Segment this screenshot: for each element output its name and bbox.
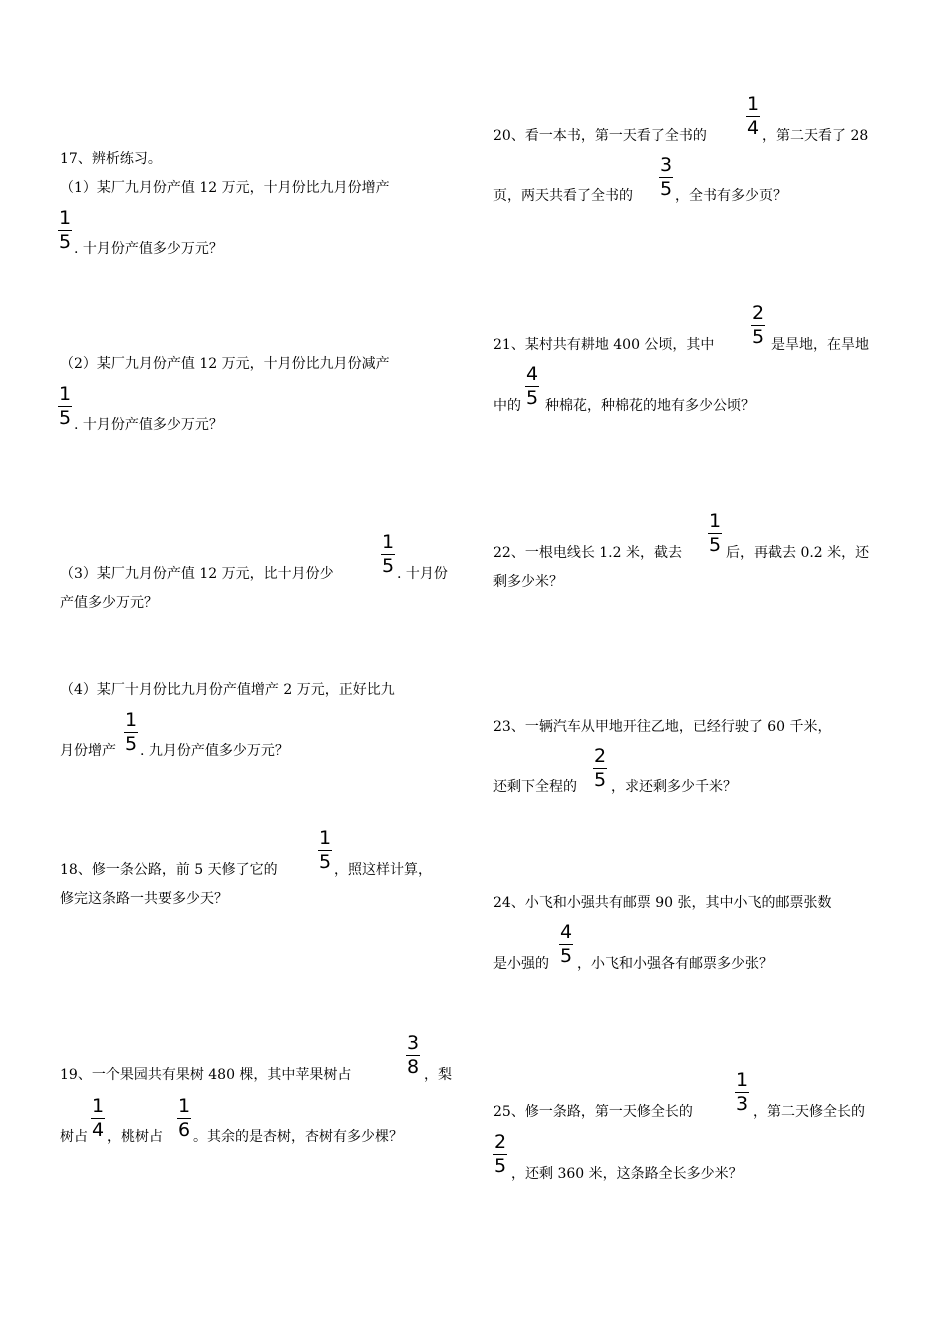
q25-line1-end: ，第二天修全长的	[753, 1104, 865, 1120]
q20-line2: 页，两天共看了全书的	[493, 188, 633, 204]
q18-line1-end: ，照这样计算，	[334, 862, 432, 878]
numerator: 1	[177, 1095, 191, 1117]
q21-line2: 中的	[493, 398, 521, 414]
q21-line1: 21、某村共有耕地 400 公顷，其中	[493, 337, 715, 353]
denominator: 5	[525, 387, 539, 409]
q23-line2: 还剩下全程的	[493, 779, 577, 795]
q17-4-line2-end: . 九月份产值多少万元？	[140, 743, 289, 759]
q23-line2-end: ，求还剩多少千米？	[611, 779, 737, 795]
q18-line2: 修完这条路一共要多少天？	[60, 891, 228, 907]
q24-line1: 24、小飞和小强共有邮票 90 张，其中小飞的邮票张数	[493, 895, 832, 911]
q22-line1-end: 后，再截去 0.2 米，还	[726, 545, 870, 561]
q17-4-line2: 月份增产	[60, 743, 116, 759]
q19-line2-c: 。其余的是杏树，杏树有多少棵？	[193, 1129, 403, 1145]
denominator: 5	[58, 231, 72, 253]
q20-line2-end: ，全书有多少页？	[675, 188, 787, 204]
numerator: 1	[735, 1069, 749, 1091]
q19-line1-end: ，梨	[424, 1067, 452, 1083]
numerator: 1	[58, 383, 72, 405]
numerator: 1	[91, 1095, 105, 1117]
numerator: 2	[593, 745, 607, 767]
denominator: 6	[177, 1119, 191, 1141]
fraction-23	[593, 746, 607, 791]
numerator: 1	[124, 709, 138, 731]
fraction-25-a	[735, 1070, 749, 1115]
fraction-24	[559, 922, 573, 967]
q20-line1-end: ，第二天看了 28	[762, 128, 869, 144]
q18-line1: 18、修一条公路，前 5 天修了它的	[60, 862, 278, 878]
denominator: 5	[58, 407, 72, 429]
numerator: 3	[406, 1032, 420, 1054]
q17-4-line1: （4）某厂十月份比九月份产值增产 2 万元，正好比九	[60, 682, 395, 698]
q20-line1: 20、看一本书，第一天看了全书的	[493, 128, 707, 144]
denominator: 5	[559, 945, 573, 967]
denominator: 5	[318, 851, 332, 873]
q23-line1: 23、一辆汽车从甲地开往乙地，已经行驶了 60 千米，	[493, 719, 832, 735]
numerator: 2	[493, 1131, 507, 1153]
fraction-21-a	[751, 303, 765, 348]
q22-line1: 22、一根电线长 1.2 米，截去	[493, 545, 682, 561]
q17-1-line1: （1）某厂九月份产值 12 万元，十月份比九月份增产	[60, 180, 390, 196]
fraction-21-b	[525, 364, 539, 409]
numerator: 4	[525, 363, 539, 385]
numerator: 1	[58, 207, 72, 229]
denominator: 8	[406, 1056, 420, 1078]
fraction-17-1	[58, 208, 72, 253]
fraction-19-c	[177, 1096, 191, 1141]
q24-line2-end: ，小飞和小强各有邮票多少张？	[577, 956, 773, 972]
denominator: 5	[124, 733, 138, 755]
q24-line2: 是小强的	[493, 956, 549, 972]
q17-2-line1: （2）某厂九月份产值 12 万元，十月份比九月份减产	[60, 356, 390, 372]
denominator: 3	[735, 1093, 749, 1115]
q19-line1: 19、一个果园共有果树 480 棵，其中苹果树占	[60, 1067, 352, 1083]
fraction-18	[318, 828, 332, 873]
fraction-19-b	[91, 1096, 105, 1141]
numerator: 1	[381, 531, 395, 553]
q25-line2: ，还剩 360 米，这条路全长多少米？	[511, 1166, 743, 1182]
q21-line2-end: 种棉花，种棉花的地有多少公顷？	[545, 398, 755, 414]
fraction-19-a	[406, 1033, 420, 1078]
q17-2-line2: . 十月份产值多少万元？	[74, 417, 223, 433]
denominator: 4	[746, 117, 760, 139]
numerator: 1	[318, 827, 332, 849]
q19-line2-b: ，桃树占	[107, 1129, 163, 1145]
numerator: 4	[559, 921, 573, 943]
denominator: 5	[493, 1155, 507, 1177]
q25-line1: 25、修一条路，第一天修全长的	[493, 1104, 693, 1120]
denominator: 5	[381, 555, 395, 577]
q17-3-line2: 产值多少万元？	[60, 595, 158, 611]
q22-line2: 剩多少米？	[493, 574, 563, 590]
denominator: 5	[659, 178, 673, 200]
numerator: 1	[708, 510, 722, 532]
denominator: 5	[593, 769, 607, 791]
q19-line2-a: 树占	[60, 1129, 88, 1145]
denominator: 5	[708, 534, 722, 556]
q17-1-line2: . 十月份产值多少万元？	[74, 241, 223, 257]
fraction-20-b	[659, 155, 673, 200]
q17-3-line1: （3）某厂九月份产值 12 万元，比十月份少	[60, 566, 334, 582]
fraction-20-a	[746, 94, 760, 139]
numerator: 3	[659, 154, 673, 176]
q17-title: 17、辨析练习。	[60, 151, 162, 167]
denominator: 5	[751, 326, 765, 348]
fraction-17-3	[381, 532, 395, 577]
fraction-17-4	[124, 710, 138, 755]
numerator: 2	[751, 302, 765, 324]
fraction-22	[708, 511, 722, 556]
fraction-25-b	[493, 1132, 507, 1177]
q17-3-line1-end: . 十月份	[397, 566, 448, 582]
denominator: 4	[91, 1119, 105, 1141]
fraction-17-2	[58, 384, 72, 429]
numerator: 1	[746, 93, 760, 115]
q21-line1-end: 是旱地，在旱地	[771, 337, 869, 353]
